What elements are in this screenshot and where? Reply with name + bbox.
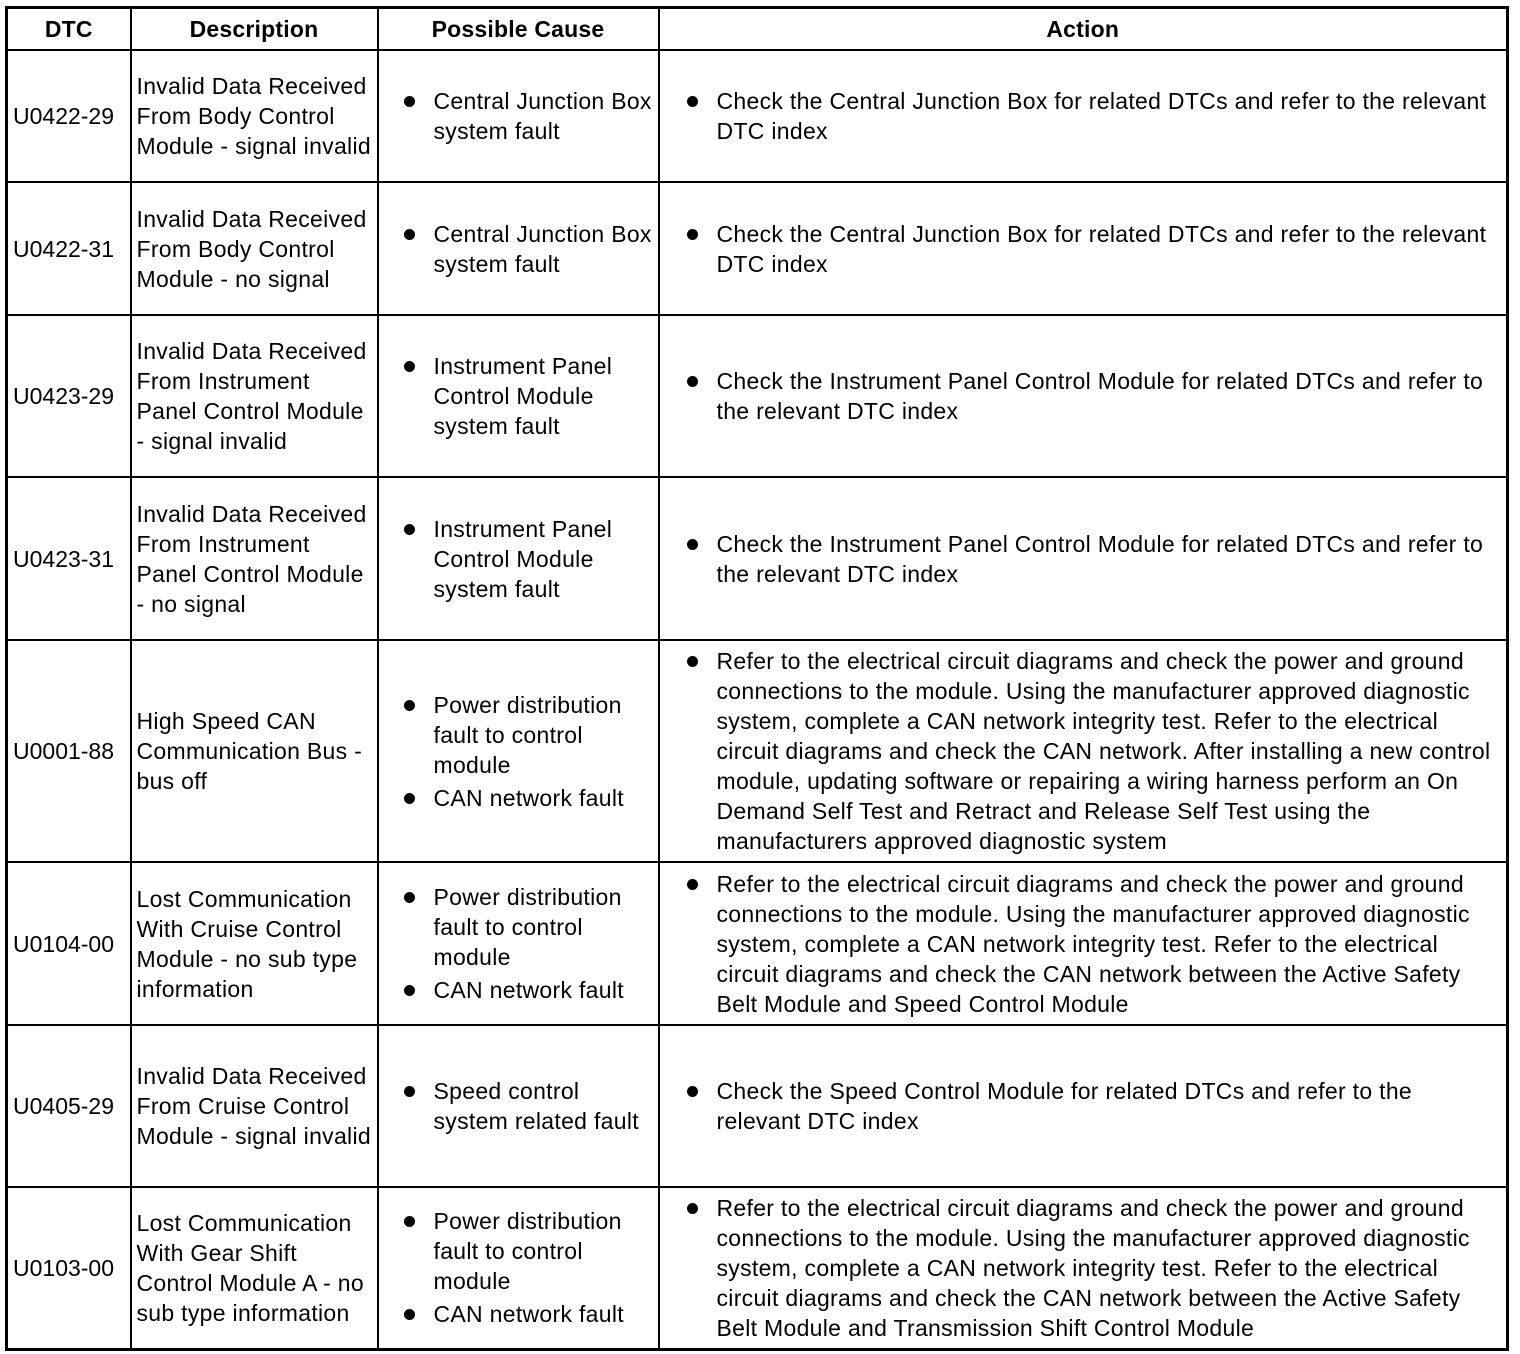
description-text: Invalid Data Received From Cruise Control Module - signal invalid <box>131 1025 378 1187</box>
cause-text: Power distribution fault to control module <box>433 884 622 970</box>
cause-text: Central Junction Box system fault <box>433 220 652 277</box>
list-item <box>682 646 1501 856</box>
description-text: Lost Communication With Cruise Control Module - no sub type information <box>131 862 378 1025</box>
action-cell <box>659 182 1508 315</box>
cause-list <box>399 882 654 1005</box>
bullet-icon <box>404 985 415 996</box>
bullet-icon <box>687 539 698 550</box>
cause-text: Power distribution fault to control module <box>433 1208 622 1295</box>
list-item <box>399 219 654 279</box>
action-text: Refer to the electrical circuit diagrams and check the power and ground connections to the module. Using the manufacturer approved diagnostic system, complete a CAN network integrity test. Refer to the electrical circuit diagrams and check the CAN network between the Active Safety Belt Module and Transmission Shift Control Module <box>716 1194 1470 1341</box>
list-item <box>682 1076 1501 1136</box>
list-item <box>399 514 654 604</box>
action-cell <box>659 640 1508 862</box>
list-item <box>399 882 654 972</box>
cause-list <box>399 1206 654 1329</box>
dtc-code: U0001-88 <box>7 640 131 862</box>
header-action: Action <box>659 8 1508 51</box>
possible-cause-cell <box>378 1187 659 1349</box>
table-row <box>7 1187 1508 1349</box>
list-item <box>399 783 654 813</box>
dtc-code: U0423-31 <box>7 477 131 640</box>
bullet-icon <box>404 361 415 372</box>
action-list <box>682 529 1501 589</box>
bullet-icon <box>404 892 415 903</box>
possible-cause-cell <box>378 315 659 477</box>
possible-cause-cell <box>378 640 659 862</box>
bullet-icon <box>687 96 698 107</box>
action-text: Refer to the electrical circuit diagrams and check the power and ground connections to the module. Using the manufacturer approved diagnostic system, complete a CAN network integrity test. Refer to the electrical circuit diagrams and check the CAN network. After installing a new control module, updating software or repairing a wiring harness perform an On Demand Self Test and Retract and Release Self Test using the manufacturers approved diagnostic system <box>716 648 1491 854</box>
dtc-code: U0103-00 <box>7 1187 131 1349</box>
bullet-icon <box>687 229 698 240</box>
bullet-icon <box>687 656 698 667</box>
action-list <box>682 1076 1501 1136</box>
cause-list <box>399 1076 654 1136</box>
bullet-icon <box>404 229 415 240</box>
bullet-icon <box>687 879 698 890</box>
bullet-icon <box>687 1203 698 1214</box>
cause-text: Instrument Panel Control Module system fault <box>433 353 613 439</box>
bullet-icon <box>404 96 415 107</box>
description-text: Invalid Data Received From Body Control Module - signal invalid <box>131 50 378 182</box>
table-row <box>7 315 1508 477</box>
dtc-code: U0104-00 <box>7 862 131 1025</box>
table-header <box>7 8 1508 51</box>
list-item <box>682 869 1501 1019</box>
cause-text: Instrument Panel Control Module system fault <box>433 515 613 602</box>
list-item <box>399 1206 654 1296</box>
possible-cause-cell <box>378 477 659 640</box>
table-row <box>7 182 1508 315</box>
action-text: Check the Speed Control Module for related DTCs and refer to the relevant DTC index <box>716 1078 1412 1134</box>
action-list <box>682 366 1501 426</box>
table-row <box>7 50 1508 182</box>
table-body <box>7 50 1508 1349</box>
cause-text: CAN network fault <box>433 784 624 811</box>
cause-text: Central Junction Box system fault <box>433 88 652 144</box>
dtc-code: U0423-29 <box>7 315 131 477</box>
action-list <box>682 869 1501 1019</box>
bullet-icon <box>687 376 698 387</box>
description-text: Lost Communication With Gear Shift Control Module A - no sub type information <box>131 1187 378 1349</box>
action-list <box>682 219 1501 279</box>
list-item <box>682 366 1501 426</box>
bullet-icon <box>404 700 415 711</box>
bullet-icon <box>687 1086 698 1097</box>
action-text: Check the Instrument Panel Control Module for related DTCs and refer to the relevant DTC index <box>716 368 1484 424</box>
list-item <box>682 529 1501 589</box>
action-list <box>682 1193 1501 1343</box>
dtc-table <box>5 6 1509 1351</box>
cause-list <box>399 219 654 279</box>
action-text: Check the Central Junction Box for related DTCs and refer to the relevant DTC index <box>716 88 1487 144</box>
bullet-icon <box>404 1309 415 1320</box>
action-cell <box>659 862 1508 1025</box>
bullet-icon <box>404 1086 415 1097</box>
action-list <box>682 646 1501 856</box>
table-row <box>7 1025 1508 1187</box>
bullet-icon <box>404 1216 415 1227</box>
possible-cause-cell <box>378 50 659 182</box>
description-text: Invalid Data Received From Instrument Panel Control Module - no signal <box>131 477 378 640</box>
cause-text: CAN network fault <box>433 1301 624 1328</box>
action-text: Refer to the electrical circuit diagrams and check the power and ground connections to the module. Using the manufacturer approved diagnostic system, complete a CAN network integrity test. Refer to the electrical circuit diagrams and check the CAN network between the Active Safety Belt Module and Speed Control Module <box>716 870 1470 1017</box>
dtc-code: U0422-29 <box>7 50 131 182</box>
list-item <box>399 1076 654 1136</box>
table-row <box>7 862 1508 1025</box>
action-cell <box>659 1025 1508 1187</box>
header-possible-cause: Possible Cause <box>378 8 659 51</box>
cause-text: Power distribution fault to control module <box>433 691 622 778</box>
list-item <box>399 351 654 441</box>
cause-list <box>399 86 654 146</box>
table-row <box>7 477 1508 640</box>
possible-cause-cell <box>378 182 659 315</box>
header-dtc: DTC <box>7 8 131 51</box>
action-text: Check the Central Junction Box for related DTCs and refer to the relevant DTC index <box>716 220 1487 277</box>
dtc-code: U0422-31 <box>7 182 131 315</box>
list-item <box>399 975 654 1005</box>
action-list <box>682 86 1501 146</box>
possible-cause-cell <box>378 862 659 1025</box>
table-row <box>7 640 1508 862</box>
header-description: Description <box>131 8 378 51</box>
dtc-code: U0405-29 <box>7 1025 131 1187</box>
possible-cause-cell <box>378 1025 659 1187</box>
action-cell <box>659 1187 1508 1349</box>
description-text: Invalid Data Received From Instrument Panel Control Module - signal invalid <box>131 315 378 477</box>
action-cell <box>659 315 1508 477</box>
action-cell <box>659 477 1508 640</box>
bullet-icon <box>404 793 415 804</box>
cause-text: Speed control system related fault <box>433 1078 639 1134</box>
list-item <box>399 86 654 146</box>
cause-list <box>399 351 654 441</box>
description-text: High Speed CAN Communication Bus - bus off <box>131 640 378 862</box>
list-item <box>399 1299 654 1329</box>
cause-list <box>399 514 654 604</box>
list-item <box>682 86 1501 146</box>
cause-text: CAN network fault <box>433 977 624 1003</box>
bullet-icon <box>404 524 415 535</box>
description-text: Invalid Data Received From Body Control Module - no signal <box>131 182 378 315</box>
list-item <box>682 1193 1501 1343</box>
action-cell <box>659 50 1508 182</box>
action-text: Check the Instrument Panel Control Module for related DTCs and refer to the relevant DTC index <box>716 530 1484 587</box>
cause-list <box>399 690 654 813</box>
list-item <box>399 690 654 780</box>
header-row <box>7 8 1508 51</box>
list-item <box>682 219 1501 279</box>
